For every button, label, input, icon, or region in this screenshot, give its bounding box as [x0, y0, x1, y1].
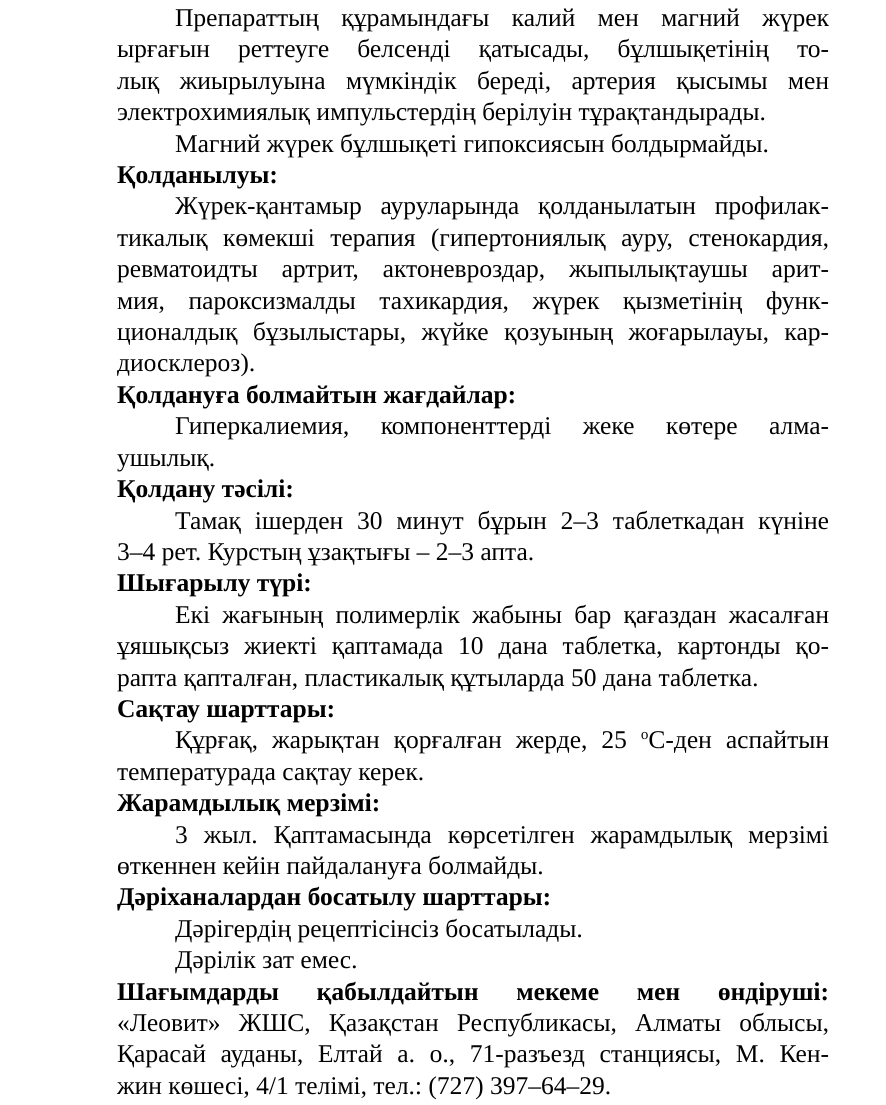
text-fragment: Құрғақ, жарықтан қорғалған жерде, 25 — [175, 725, 641, 755]
text-line: өткеннен кейін пайдалануға болмайды. — [117, 850, 544, 880]
text-line: лық жиырылуына мүмкіндік береді, артерия қысымы мен — [117, 65, 829, 95]
text-line: «Леовит» ЖШС, Қазақстан Республикасы, Алматы облысы, — [117, 1008, 829, 1037]
text-line: Магний жүрек бұлшықеті гипоксиясын болдырмайды. — [175, 128, 769, 158]
text-line: Жүрек-қантамыр ауруларында қолданылатын профилак- — [175, 191, 829, 221]
section-heading-shelf-life: Жарамдылық мерзімі: — [117, 788, 381, 818]
section-heading-contraindications: Қолдануға болмайтын жағдайлар: — [117, 379, 517, 409]
section-heading-dosage: Қолдану тәсілі: — [117, 474, 294, 504]
form-paragraph — [59, 599, 829, 693]
text-line: ревматоидты артрит, актоневроздар, жыпылықтаушы арит- — [117, 254, 829, 284]
text-line: жин көшесі, 4/1 телімі, тел.: (727) 397–64–29. — [117, 1070, 612, 1100]
intro-paragraph — [59, 2, 829, 128]
text-line: температурада сақтау керек. — [117, 756, 425, 786]
text-line: Дәрігердің рецептісінсіз босатылады. — [175, 913, 583, 943]
section-heading-storage: Сақтау шарттары: — [117, 693, 336, 723]
text-line: ұяшықсыз жиекті қаптамада 10 дана таблетка, картонды қо- — [117, 631, 829, 661]
text-line: Тамақ ішерден 30 минут бұрын 2–3 таблеткадан күніне — [175, 505, 829, 535]
text-line: диосклероз). — [117, 348, 256, 378]
text-line: электрохимиялық импульстердің берілуін тұрақтандырады. — [117, 97, 766, 127]
manufacturer-paragraph — [59, 1007, 829, 1101]
text-line: ырғағын реттеуге белсенді қатысады, бұлшықетінің то- — [117, 34, 829, 64]
section-heading-form: Шығарылу түрі: — [117, 568, 312, 598]
text-line: 3 жыл. Қаптамасында көрсетілген жарамдылық мерзімі — [175, 819, 829, 849]
storage-paragraph — [59, 724, 829, 787]
text-line — [59, 724, 829, 755]
text-line: ушылық. — [117, 442, 216, 472]
section-heading-dispensing: Дәріханалардан босатылу шарттары: — [117, 882, 552, 912]
text-line: 3–4 рет. Курстың ұзақтығы – 2–3 апта. — [117, 536, 535, 566]
degree-sign: о — [640, 727, 649, 744]
dispensing-paragraph-2 — [59, 944, 829, 975]
contraindications-paragraph — [59, 410, 829, 473]
dosage-paragraph — [59, 505, 829, 568]
text-fragment: С-ден аспайтын — [648, 725, 829, 755]
text-line: рапта қапталған, пластикалық құтыларда 50 дана таблетка. — [117, 662, 759, 692]
text-line: Қарасай ауданы, Елтай а. о., 71-разъезд станциясы, М. Кен- — [117, 1039, 829, 1069]
text-line: тикалық көмекші терапия (гипертониялық ауру, стенокардия, — [117, 222, 829, 252]
section-heading-manufacturer: Шағымдарды қабылдайтын мекеме мен өндіруші: — [117, 976, 829, 1006]
text-line: Препараттың құрамындағы калий мен магний жүрек — [175, 3, 829, 32]
usage-paragraph — [59, 190, 829, 378]
text-line: Дәрілік зат емес. — [175, 945, 358, 975]
text-line: ционалдық бұзылыстары, жүйке қозуының жоғарылауы, кар- — [117, 317, 829, 347]
shelf-life-paragraph — [59, 819, 829, 882]
dispensing-paragraph — [59, 913, 829, 944]
text-line: мия, пароксизмалды тахикардия, жүрек қызметінің функ- — [117, 285, 829, 315]
text-line: Екі жағының полимерлік жабыны бар қағаздан жасалған — [175, 599, 829, 629]
leaflet-page — [59, 2, 829, 1101]
section-heading-usage: Қолданылуы: — [117, 160, 278, 190]
intro-paragraph-2 — [59, 128, 829, 159]
text-line: Гиперкалиемия, компоненттерді жеке көтере алма- — [175, 411, 829, 441]
